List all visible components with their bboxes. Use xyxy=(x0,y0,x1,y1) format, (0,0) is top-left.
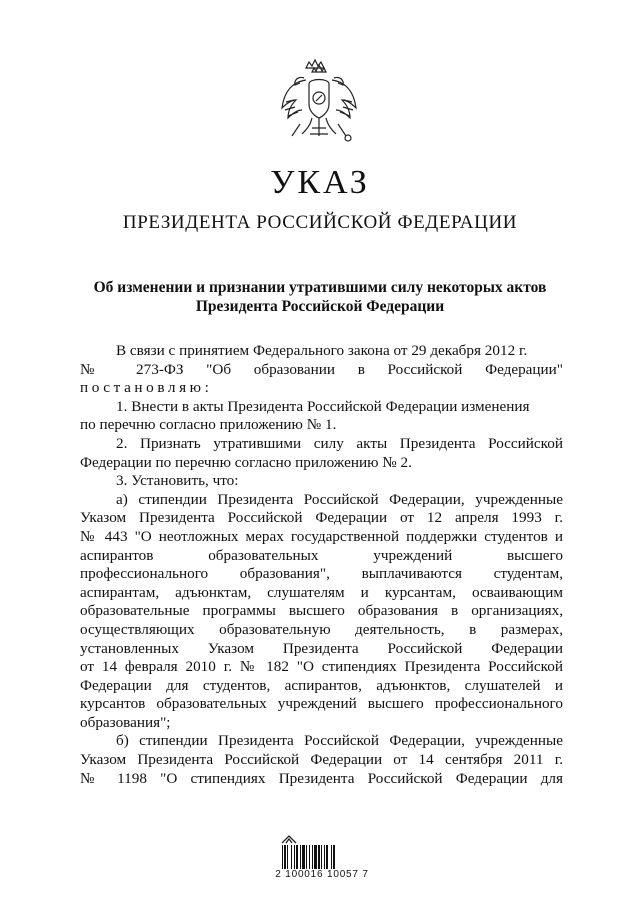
decree-title-line: Президента Российской Федерации xyxy=(195,298,445,315)
body-line: аспирантам, адъюнктам, слушателям и курсантам, осваивающим xyxy=(80,583,563,601)
body-line: 2. Признать утратившими силу акты Президента Российской xyxy=(116,434,563,452)
barcode-bar xyxy=(331,845,332,869)
barcode-bar xyxy=(287,845,288,869)
body-line: по перечню согласно приложению № 1. xyxy=(80,416,337,434)
body-line: № 273-ФЗ "Об образовании в Российской Федерации" xyxy=(80,360,563,378)
barcode-icon xyxy=(281,845,359,869)
body-line: б) стипендии Президента Российской Федерации, учрежденные xyxy=(116,732,563,750)
barcode-bar xyxy=(333,845,335,869)
body-line: профессионального образования", выплачиваются студентам, xyxy=(80,565,563,583)
barcode-bar xyxy=(284,845,286,869)
body-line: В связи с принятием Федерального закона от 29 декабря 2012 г. xyxy=(116,342,528,359)
body-line: 3. Установить, что: xyxy=(116,472,239,490)
barcode-bar xyxy=(324,845,325,869)
barcode-bar xyxy=(306,845,307,869)
double-headed-eagle-icon xyxy=(276,56,362,146)
body-line: № 1198 "О стипендиях Президента Российской Федерации для xyxy=(80,769,563,787)
body-line: Федерации для студентов, аспирантов, адъюнктов, слушателей и xyxy=(80,676,563,694)
body-line: Указом Президента Российской Федерации от 14 сентября 2011 г. xyxy=(80,751,563,769)
body-line: Указом Президента Российской Федерации от 12 апреля 1993 г. xyxy=(80,509,563,527)
decree-body xyxy=(80,342,563,788)
body-line: 1. Внести в акты Президента Российской Федерации изменения xyxy=(116,397,530,415)
printer-mark-icon xyxy=(280,833,298,845)
barcode-bar xyxy=(314,845,317,869)
barcode-bar xyxy=(296,845,298,869)
body-line: № 443 "О неотложных мерах государственной поддержки студентов и xyxy=(80,527,563,545)
barcode-bar xyxy=(291,845,292,869)
barcode-bar xyxy=(300,845,301,869)
body-line: Федерации по перечню согласно приложению № 2. xyxy=(80,453,412,471)
barcode-bar xyxy=(309,845,310,869)
barcode-bar xyxy=(302,845,305,869)
barcode-bar xyxy=(326,845,328,869)
body-line: от 14 февраля 2010 г. № 182 "О стипендиях Президента Российской xyxy=(80,658,563,676)
body-line: образовательные программы высшего образования в организациях, xyxy=(80,602,563,620)
barcode-bar xyxy=(282,845,283,869)
document-type-heading: УКАЗ xyxy=(270,164,370,201)
barcode-bar xyxy=(321,845,322,869)
barcode-bar xyxy=(312,845,313,869)
decree-title xyxy=(70,278,570,316)
body-line: осуществляющих образовательную деятельность, в размерах, xyxy=(80,620,563,638)
body-line: образования"; xyxy=(80,713,171,731)
body-line: установленных Указом Президента Российской Федерации xyxy=(80,639,563,657)
body-line: а) стипендии Президента Российской Федерации, учрежденные xyxy=(116,490,563,508)
issuer-heading: ПРЕЗИДЕНТА РОССИЙСКОЙ ФЕДЕРАЦИИ xyxy=(122,212,518,233)
barcode-bar xyxy=(294,845,295,869)
body-line: аспирантов образовательных учреждений высшего xyxy=(80,546,563,564)
body-line: курсантов образовательных учреждений высшего профессионального xyxy=(80,695,563,713)
barcode-number: 2 100016 10057 7 xyxy=(275,869,369,880)
decree-title-line: Об изменении и признании утратившими силу некоторых актов xyxy=(93,279,547,296)
body-line-decree-word: постановляю: xyxy=(80,379,213,397)
barcode-bar xyxy=(318,845,320,869)
